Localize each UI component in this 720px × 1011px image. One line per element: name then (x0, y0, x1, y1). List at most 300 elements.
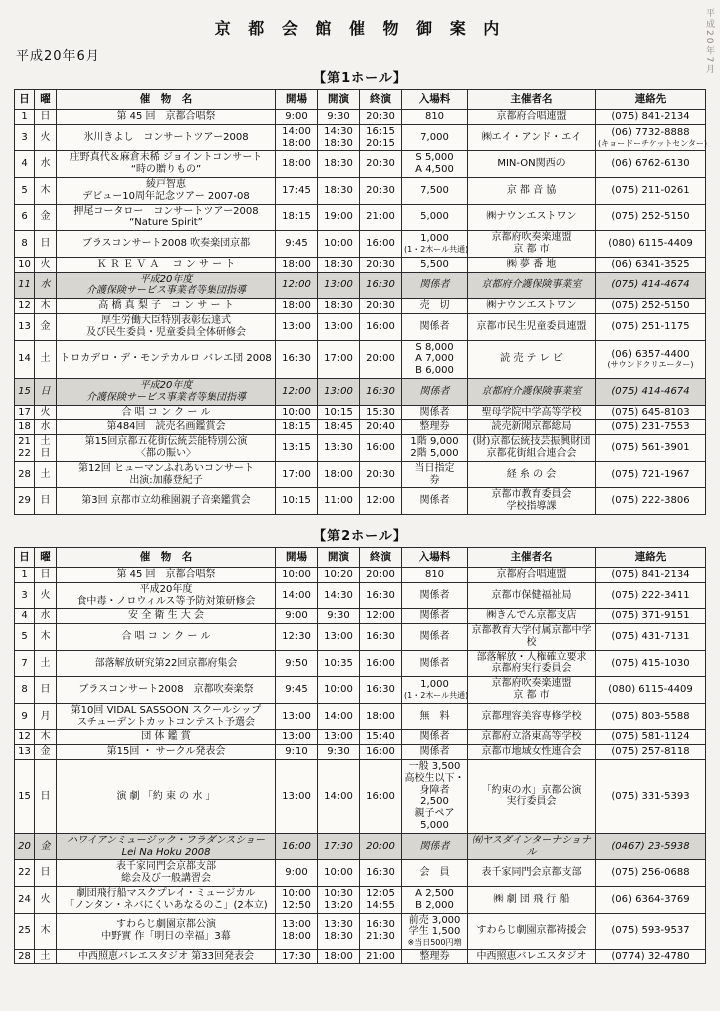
cell-organizer: 京都府吹奏楽連盟 京 都 市 (468, 231, 596, 258)
cell-admission-fee: 関係者 (402, 833, 468, 860)
cell-end-time: 20:30 (360, 257, 402, 272)
cell-event-name: 第3回 京都市立幼稚園親子音楽鑑賞会 (57, 488, 276, 515)
col-tel: 連絡先 (596, 547, 706, 567)
cell-organizer: 京都府介護保険事業室 (468, 272, 596, 299)
cell-day-number: 28 (15, 949, 35, 964)
cell-day-number: 15 (15, 378, 35, 405)
cell-day-number: 17 (15, 405, 35, 420)
cell-end-time: 21:00 (360, 204, 402, 231)
cell-event-name: 押尾コータロー コンサートツアー2008 “Nature Spirit” (57, 204, 276, 231)
cell-day-number: 10 (15, 257, 35, 272)
cell-day-of-week: 金 (35, 204, 57, 231)
cell-start-time: 10:30 13:20 (318, 887, 360, 914)
cell-contact: (075) 211-0261 (596, 177, 706, 204)
cell-admission-fee: 整理券 (402, 420, 468, 435)
cell-start-time: 14:00 (318, 760, 360, 834)
cell-day-of-week: 火 (35, 582, 57, 609)
cell-day-of-week: 木 (35, 730, 57, 745)
cell-organizer: 部落解放・人権確立要求 京都府実行委員会 (468, 650, 596, 677)
cell-end-time: 16:30 (360, 860, 402, 887)
cell-end-time: 16:00 (360, 231, 402, 258)
cell-contact: (080) 6115-4409 (596, 231, 706, 258)
cell-start-time: 18:00 (318, 949, 360, 964)
cell-event-name: トロカデロ・デ・モンテカルロ バレエ団 2008 (57, 340, 276, 378)
cell-start-time: 13:30 18:30 (318, 913, 360, 949)
cell-day-number: 8 (15, 677, 35, 704)
cell-organizer: 経 糸 の 会 (468, 461, 596, 488)
cell-organizer: 表千家同門会京都支部 (468, 860, 596, 887)
cell-day-of-week: 土 日 (35, 435, 57, 462)
table-row (15, 745, 706, 760)
table-row (15, 833, 706, 860)
table-row (15, 110, 706, 125)
cell-day-of-week: 火 (35, 405, 57, 420)
cell-day-of-week: 火 (35, 887, 57, 914)
cell-contact: (06) 7732-8888 (キョードーチケットセンター) (596, 124, 706, 151)
cell-day-number: 22 (15, 860, 35, 887)
cell-admission-fee: 関係者 (402, 730, 468, 745)
cell-day-of-week: 木 (35, 299, 57, 314)
col-start: 開演 (318, 547, 360, 567)
cell-open-time: 18:15 (276, 204, 318, 231)
cell-day-number: 24 (15, 887, 35, 914)
cell-admission-fee: 関係者 (402, 488, 468, 515)
table-row (15, 177, 706, 204)
cell-day-number: 15 (15, 760, 35, 834)
table-row (15, 677, 706, 704)
cell-event-name: 厚生労働大臣特別表彰伝達式 及び民生委員・児童委員全体研修会 (57, 313, 276, 340)
cell-admission-fee: 810 (402, 567, 468, 582)
cell-admission-fee: 810 (402, 110, 468, 125)
cell-organizer: 中西照恵バレエスタジオ (468, 949, 596, 964)
cell-contact: (075) 581-1124 (596, 730, 706, 745)
table-row (15, 313, 706, 340)
cell-start-time: 13:00 (318, 624, 360, 651)
cell-end-time: 20:30 (360, 177, 402, 204)
cell-open-time: 17:00 (276, 461, 318, 488)
cell-open-time: 17:45 (276, 177, 318, 204)
cell-start-time: 18:30 (318, 177, 360, 204)
cell-admission-fee: 当日指定 券 (402, 461, 468, 488)
cell-day-of-week: 土 (35, 949, 57, 964)
cell-day-number: 7 (15, 650, 35, 677)
document-title: 京 都 会 館 催 物 御 案 内 (214, 19, 506, 38)
table-row (15, 624, 706, 651)
cell-admission-fee: 整理券 (402, 949, 468, 964)
col-open: 開場 (276, 90, 318, 110)
cell-organizer: ㈲ヤスダインターナショナル (468, 833, 596, 860)
cell-event-name: 第 45 回 京都合唱祭 (57, 567, 276, 582)
cell-day-number: 21 22 (15, 435, 35, 462)
table-row (15, 582, 706, 609)
cell-organizer: 読 売 テ レ ビ (468, 340, 596, 378)
cell-day-number: 11 (15, 272, 35, 299)
cell-day-of-week: 日 (35, 231, 57, 258)
cell-organizer: ㈱エイ・アンド・エイ (468, 124, 596, 151)
cell-organizer: 京都市教育委員会 学校指導課 (468, 488, 596, 515)
col-open: 開場 (276, 547, 318, 567)
cell-open-time: 10:15 (276, 488, 318, 515)
cell-contact: (075) 721-1967 (596, 461, 706, 488)
col-no: 日 (15, 547, 35, 567)
cell-open-time: 13:15 (276, 435, 318, 462)
table-row (15, 913, 706, 949)
cell-contact: (075) 251-1175 (596, 313, 706, 340)
cell-open-time: 9:10 (276, 745, 318, 760)
cell-start-time: 13:00 (318, 313, 360, 340)
cell-contact: (075) 257-8118 (596, 745, 706, 760)
cell-event-name: 氷川きよし コンサートツアー2008 (57, 124, 276, 151)
cell-start-time: 17:30 (318, 833, 360, 860)
cell-event-name: Ｋ Ｒ Ｅ Ｖ Ａ コ ン サ ー ト (57, 257, 276, 272)
cell-day-number: 4 (15, 609, 35, 624)
cell-contact: (06) 6357-4400 (サウンドクリエーター) (596, 340, 706, 378)
cell-end-time: 16:00 (360, 435, 402, 462)
col-tel: 連絡先 (596, 90, 706, 110)
cell-end-time: 20:40 (360, 420, 402, 435)
cell-admission-fee: S 8,000 A 7,000 B 6,000 (402, 340, 468, 378)
cell-start-time: 14:30 18:30 (318, 124, 360, 151)
cell-end-time: 15:30 (360, 405, 402, 420)
cell-contact: (075) 252-5150 (596, 299, 706, 314)
cell-end-time: 15:40 (360, 730, 402, 745)
cell-event-name: 中西照恵バレエスタジオ 第33回発表会 (57, 949, 276, 964)
cell-contact: (075) 252-5150 (596, 204, 706, 231)
col-fee: 入場料 (402, 90, 468, 110)
cell-open-time: 18:15 (276, 420, 318, 435)
cell-admission-fee: 関係者 (402, 609, 468, 624)
cell-contact: (075) 415-1030 (596, 650, 706, 677)
cell-event-name: 第12回 ヒューマンふれあいコンサート 出演:加藤登紀子 (57, 461, 276, 488)
col-end: 終演 (360, 547, 402, 567)
table-row (15, 299, 706, 314)
cell-event-name: 第15回 ・ サークル発表会 (57, 745, 276, 760)
cell-start-time: 10:35 (318, 650, 360, 677)
cell-end-time: 16:30 (360, 624, 402, 651)
cell-organizer: 京都市民生児童委員連盟 (468, 313, 596, 340)
cell-organizer: 京都理容美容専修学校 (468, 703, 596, 730)
cell-day-number: 9 (15, 703, 35, 730)
cell-start-time: 10:00 (318, 677, 360, 704)
cell-open-time: 13:00 (276, 703, 318, 730)
cell-contact: (075) 561-3901 (596, 435, 706, 462)
cell-admission-fee: 関係者 (402, 378, 468, 405)
cell-day-of-week: 水 (35, 272, 57, 299)
cell-open-time: 9:50 (276, 650, 318, 677)
cell-day-of-week: 日 (35, 860, 57, 887)
cell-organizer: 京都府合唱連盟 (468, 567, 596, 582)
cell-start-time: 19:00 (318, 204, 360, 231)
cell-day-of-week: 水 (35, 609, 57, 624)
cell-start-time: 10:15 (318, 405, 360, 420)
cell-admission-fee: 7,000 (402, 124, 468, 151)
cell-day-of-week: 木 (35, 913, 57, 949)
table-row (15, 124, 706, 151)
cell-event-name: 団 体 鑑 賞 (57, 730, 276, 745)
cell-admission-fee: 関係者 (402, 313, 468, 340)
cell-start-time: 13:00 (318, 378, 360, 405)
cell-event-name: 平成20年度 食中毒・ノロウィルス等予防対策研修会 (57, 582, 276, 609)
cell-event-name: すわらじ劇園京都公演 中野實 作「明日の幸福」3幕 (57, 913, 276, 949)
cell-day-number: 5 (15, 177, 35, 204)
cell-day-number: 14 (15, 340, 35, 378)
cell-admission-fee: 関係者 (402, 405, 468, 420)
col-start: 開演 (318, 90, 360, 110)
table-row (15, 378, 706, 405)
col-name: 催 物 名 (57, 90, 276, 110)
cell-contact: (06) 6341-3525 (596, 257, 706, 272)
cell-admission-fee: 1,000 (1・2木ール共通) (402, 677, 468, 704)
cell-admission-fee: 売 切 (402, 299, 468, 314)
cell-contact: (075) 841-2134 (596, 110, 706, 125)
cell-contact: (075) 414-4674 (596, 378, 706, 405)
cell-start-time: 9:30 (318, 609, 360, 624)
cell-contact: (075) 222-3411 (596, 582, 706, 609)
cell-open-time: 14:00 (276, 582, 318, 609)
cell-start-time: 18:45 (318, 420, 360, 435)
cell-end-time: 16:15 20:15 (360, 124, 402, 151)
col-no: 日 (15, 90, 35, 110)
hall1-body (15, 110, 706, 515)
cell-contact: (075) 431-7131 (596, 624, 706, 651)
cell-contact: (0467) 23-5938 (596, 833, 706, 860)
cell-start-time: 18:30 (318, 299, 360, 314)
cell-contact: (075) 331-5393 (596, 760, 706, 834)
cell-organizer: 京都教育大学付属京都中学校 (468, 624, 596, 651)
cell-admission-fee: 一般 3,500 高校生以下・ 身障者 2,500 親子ペア 5,000 (402, 760, 468, 834)
cell-contact: (075) 414-4674 (596, 272, 706, 299)
hall2-heading: 【第2ホール】 (313, 528, 407, 544)
table-row (15, 730, 706, 745)
cell-day-number: 3 (15, 582, 35, 609)
col-dow: 曜 (35, 90, 57, 110)
cell-day-of-week: 木 (35, 177, 57, 204)
table-row (15, 567, 706, 582)
table-row (15, 609, 706, 624)
cell-event-name: ブラスコンサート2008 吹奏楽団京都 (57, 231, 276, 258)
cell-organizer: 京都市地域女性連合会 (468, 745, 596, 760)
cell-admission-fee: 1階 9,000 2階 5,000 (402, 435, 468, 462)
cell-organizer: ㈱きんでん京都支店 (468, 609, 596, 624)
cell-event-name: 合 唱 コ ン ク ー ル (57, 624, 276, 651)
cell-day-number: 8 (15, 231, 35, 258)
cell-start-time: 9:30 (318, 745, 360, 760)
cell-open-time: 17:30 (276, 949, 318, 964)
cell-end-time: 16:30 (360, 582, 402, 609)
cell-event-name: 第10回 VIDAL SASSOON スクールシップ スチューデントカットコンテスト予選会 (57, 703, 276, 730)
cell-open-time: 9:00 (276, 860, 318, 887)
cell-organizer: MIN-ON関西の (468, 151, 596, 178)
cell-organizer: 京都府立洛東高等学校 (468, 730, 596, 745)
cell-admission-fee: S 5,000 A 4,500 (402, 151, 468, 178)
cell-day-of-week: 火 (35, 257, 57, 272)
cell-day-number: 29 (15, 488, 35, 515)
table-row (15, 272, 706, 299)
cell-admission-fee: 7,500 (402, 177, 468, 204)
cell-day-number: 12 (15, 730, 35, 745)
cell-contact: (080) 6115-4409 (596, 677, 706, 704)
cell-contact: (0774) 32-4780 (596, 949, 706, 964)
cell-organizer: 京都府介護保険事業室 (468, 378, 596, 405)
cell-end-time: 16:00 (360, 650, 402, 677)
table-row (15, 435, 706, 462)
cell-start-time: 10:00 (318, 231, 360, 258)
table-row (15, 151, 706, 178)
cell-event-name: ブラスコンサート2008 京都吹奏楽祭 (57, 677, 276, 704)
cell-organizer: 「約束の水」京都公演 実行委員会 (468, 760, 596, 834)
cell-open-time: 10:00 12:50 (276, 887, 318, 914)
cell-admission-fee: A 2,500 B 2,000 (402, 887, 468, 914)
cell-day-number: 5 (15, 624, 35, 651)
cell-organizer: 京都市保健福祉局 (468, 582, 596, 609)
cell-day-of-week: 火 (35, 124, 57, 151)
cell-admission-fee: 関係者 (402, 650, 468, 677)
cell-event-name: 綾戸智恵 デビュー10周年記念ツアー 2007-08 (57, 177, 276, 204)
cell-open-time: 16:00 (276, 833, 318, 860)
cell-organizer: 京 都 音 協 (468, 177, 596, 204)
cell-day-of-week: 金 (35, 745, 57, 760)
cell-start-time: 10:00 (318, 860, 360, 887)
cell-admission-fee: 5,000 (402, 204, 468, 231)
cell-end-time: 20:00 (360, 833, 402, 860)
cell-end-time: 16:00 (360, 745, 402, 760)
cell-start-time: 18:30 (318, 257, 360, 272)
cell-end-time: 20:30 (360, 110, 402, 125)
cell-event-name: 合 唱 コ ン ク ー ル (57, 405, 276, 420)
cell-open-time: 9:00 (276, 609, 318, 624)
cell-open-time: 13:00 (276, 730, 318, 745)
col-name: 催 物 名 (57, 547, 276, 567)
cell-open-time: 12:00 (276, 378, 318, 405)
cell-start-time: 13:30 (318, 435, 360, 462)
cell-start-time: 11:00 (318, 488, 360, 515)
cell-end-time: 20:00 (360, 567, 402, 582)
cell-day-of-week: 金 (35, 833, 57, 860)
cell-day-number: 18 (15, 420, 35, 435)
cell-event-name: 第 45 回 京都合唱祭 (57, 110, 276, 125)
cell-event-name: 部落解放研究第22回京都府集会 (57, 650, 276, 677)
cell-contact: (075) 371-9151 (596, 609, 706, 624)
cell-day-number: 28 (15, 461, 35, 488)
cell-start-time: 10:20 (318, 567, 360, 582)
cell-admission-fee: 無 料 (402, 703, 468, 730)
cell-contact: (075) 222-3806 (596, 488, 706, 515)
table-row (15, 204, 706, 231)
col-fee: 入場料 (402, 547, 468, 567)
cell-day-number: 1 (15, 567, 35, 582)
cell-contact: (075) 803-5588 (596, 703, 706, 730)
cell-end-time: 16:30 (360, 378, 402, 405)
table-row (15, 257, 706, 272)
table-row (15, 420, 706, 435)
cell-day-of-week: 土 (35, 461, 57, 488)
cell-day-of-week: 水 (35, 151, 57, 178)
cell-open-time: 12:00 (276, 272, 318, 299)
cell-day-of-week: 土 (35, 650, 57, 677)
table-row (15, 650, 706, 677)
cell-end-time: 18:00 (360, 703, 402, 730)
cell-start-time: 17:00 (318, 340, 360, 378)
cell-admission-fee: 関係者 (402, 582, 468, 609)
cell-open-time: 18:00 (276, 299, 318, 314)
table-row (15, 340, 706, 378)
cell-open-time: 9:45 (276, 231, 318, 258)
cell-start-time: 14:00 (318, 703, 360, 730)
cell-day-number: 3 (15, 124, 35, 151)
hall1-table (14, 89, 706, 515)
cell-organizer: (財)京都伝統技芸振興財団 京都花街組合連合会 (468, 435, 596, 462)
table-row (15, 860, 706, 887)
table-row (15, 461, 706, 488)
cell-day-of-week: 日 (35, 677, 57, 704)
cell-contact: (075) 841-2134 (596, 567, 706, 582)
cell-open-time: 14:00 18:00 (276, 124, 318, 151)
cell-open-time: 10:00 (276, 405, 318, 420)
cell-event-name: 劇団飛行船マスクプレイ・ミュージカル 「ノンタン・ネバにくいあなるのこ」(2本立) (57, 887, 276, 914)
cell-admission-fee: 会 員 (402, 860, 468, 887)
cell-day-number: 1 (15, 110, 35, 125)
cell-day-of-week: 土 (35, 340, 57, 378)
cell-end-time: 20:00 (360, 340, 402, 378)
cell-event-name: 表千家同門会京都支部 総会及び一般講習会 (57, 860, 276, 887)
cell-open-time: 13:00 (276, 313, 318, 340)
cell-end-time: 20:30 (360, 299, 402, 314)
cell-day-number: 20 (15, 833, 35, 860)
cell-contact: (06) 6762-6130 (596, 151, 706, 178)
col-org: 主催者名 (468, 547, 596, 567)
cell-admission-fee: 5,500 (402, 257, 468, 272)
table-row (15, 488, 706, 515)
cell-organizer: ㈱ナウンエストワン (468, 299, 596, 314)
cell-event-name: 安 全 衛 生 大 会 (57, 609, 276, 624)
cell-day-of-week: 日 (35, 378, 57, 405)
table-row (15, 949, 706, 964)
cell-event-name: 庄野真代＆麻倉未稀 ジョイントコンサート “時の贈りもの” (57, 151, 276, 178)
table-row (15, 887, 706, 914)
table-row (15, 231, 706, 258)
cell-end-time: 16:30 (360, 677, 402, 704)
cell-end-time: 16:00 (360, 760, 402, 834)
col-end: 終演 (360, 90, 402, 110)
hall1-heading: 【第1ホール】 (313, 71, 407, 86)
cell-admission-fee: 関係者 (402, 272, 468, 299)
cell-day-of-week: 日 (35, 760, 57, 834)
table-header-row (15, 547, 706, 567)
cell-open-time: 9:45 (276, 677, 318, 704)
cell-event-name: 第15回京都五花街伝統芸能特別公演 〈都の賑い〉 (57, 435, 276, 462)
cell-end-time: 16:00 (360, 313, 402, 340)
cell-start-time: 13:00 (318, 730, 360, 745)
cell-organizer: ㈱ 夢 番 地 (468, 257, 596, 272)
cell-contact: (075) 593-9537 (596, 913, 706, 949)
cell-open-time: 9:00 (276, 110, 318, 125)
cell-organizer: 読売新聞京都総局 (468, 420, 596, 435)
cell-start-time: 14:30 (318, 582, 360, 609)
cell-event-name: ハワイアンミュージック・フラダンスショー Lei Na Hoku 2008 (57, 833, 276, 860)
cell-end-time: 12:00 (360, 609, 402, 624)
cell-organizer: 京都府吹奏楽連盟 京 都 市 (468, 677, 596, 704)
cell-contact: (075) 256-0688 (596, 860, 706, 887)
cell-contact: (075) 231-7553 (596, 420, 706, 435)
col-dow: 曜 (35, 547, 57, 567)
cell-end-time: 21:00 (360, 949, 402, 964)
cell-day-of-week: 月 (35, 703, 57, 730)
cell-open-time: 16:30 (276, 340, 318, 378)
cell-end-time: 20:30 (360, 151, 402, 178)
cell-organizer: 京都府合唱連盟 (468, 110, 596, 125)
cell-start-time: 18:00 (318, 461, 360, 488)
cell-day-of-week: 日 (35, 488, 57, 515)
